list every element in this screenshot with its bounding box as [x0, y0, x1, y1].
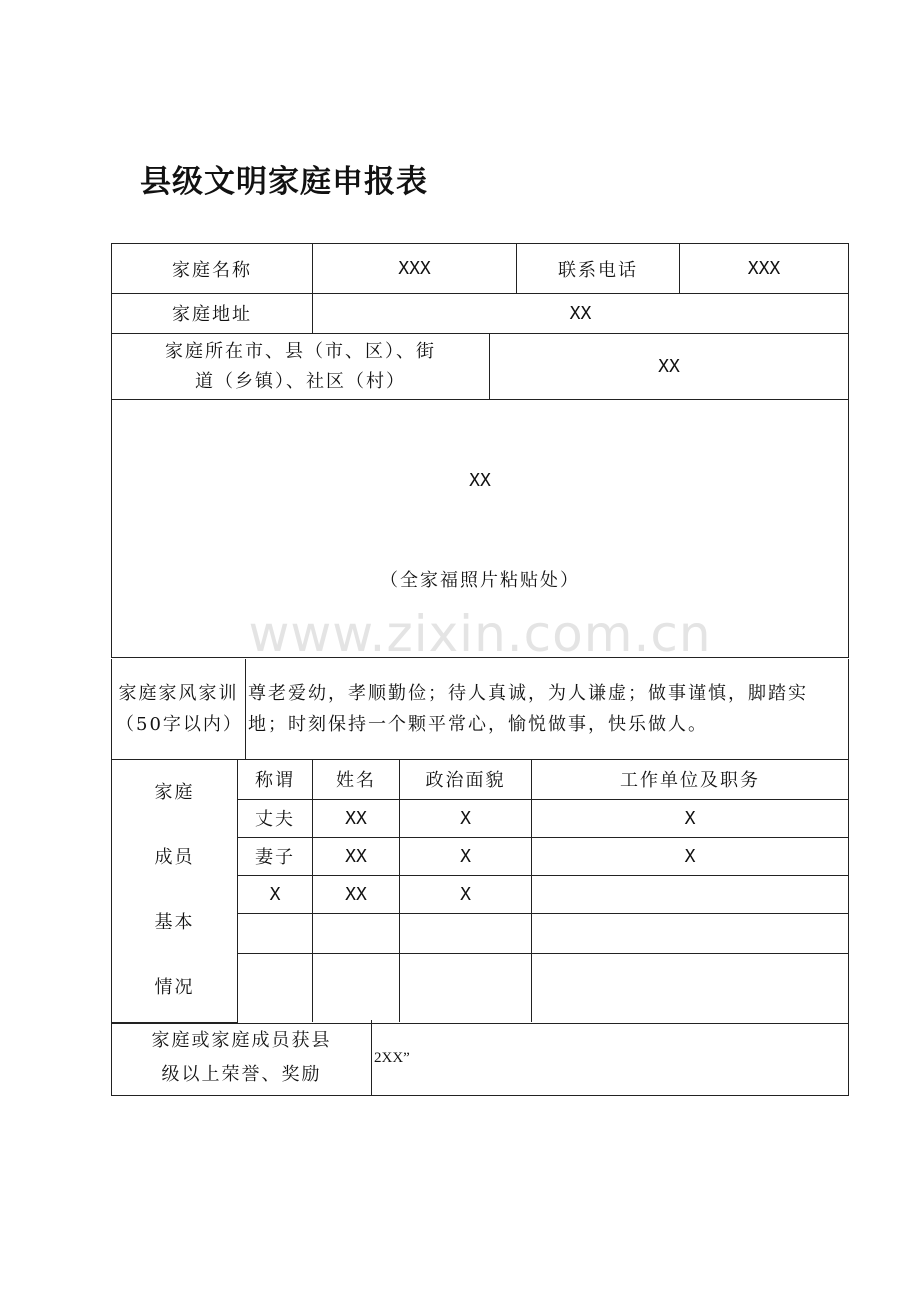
member-relation-cell[interactable] — [238, 913, 313, 953]
address-label: 家庭地址 — [112, 293, 313, 333]
address-field[interactable]: XX — [313, 293, 849, 333]
members-section — [111, 760, 849, 1024]
family-name-label: 家庭名称 — [112, 244, 313, 293]
phone-field[interactable]: XXX — [680, 244, 849, 293]
motto-section — [111, 659, 849, 760]
member-name-cell[interactable]: XX — [313, 875, 400, 913]
honors-section — [111, 1020, 849, 1096]
member-work-cell[interactable]: X — [532, 837, 849, 875]
location-section — [111, 334, 849, 400]
members-label-text: 家庭 成员 基本 情况 — [154, 782, 195, 999]
member-name-cell[interactable] — [313, 913, 400, 953]
honors-field[interactable]: 2XX” — [372, 1020, 849, 1095]
member-political-cell[interactable]: X — [400, 799, 532, 837]
member-name-cell[interactable]: XX — [313, 837, 400, 875]
photo-hint: （全家福照片粘贴处） — [380, 570, 580, 591]
watermark: www.zixin.com.cn — [248, 605, 712, 663]
member-work-cell[interactable] — [532, 953, 849, 1022]
location-field[interactable]: XX — [490, 334, 849, 399]
address-section — [111, 293, 849, 334]
location-label — [112, 334, 490, 399]
family-name-section — [111, 243, 849, 294]
member-relation-cell[interactable] — [238, 953, 313, 1022]
location-label-line2: 道（乡镇）、社区（村） — [195, 370, 406, 392]
family-name-field[interactable]: XXX — [313, 244, 517, 293]
family-photo-area[interactable] — [111, 400, 849, 663]
members-header-relation: 称谓 — [238, 760, 313, 799]
photo-value: XX — [469, 470, 491, 491]
honors-label — [112, 1020, 372, 1095]
location-label-line1: 家庭所在市、县（市、区）、街 — [165, 340, 436, 362]
member-political-cell[interactable]: X — [400, 837, 532, 875]
member-name-cell[interactable] — [313, 953, 400, 1022]
member-political-cell[interactable] — [400, 953, 532, 1022]
member-work-cell[interactable] — [532, 913, 849, 953]
motto-field[interactable]: 尊老爱幼，孝顺勤俭；待人真诚，为人谦虚；做事谨慎，脚踏实地；时刻保持一个颗平常心，愉悦做事，快乐做人。 — [246, 659, 849, 759]
members-label — [112, 760, 238, 1022]
members-header-political: 政治面貌 — [400, 760, 532, 799]
member-name-cell[interactable]: XX — [313, 799, 400, 837]
member-relation-cell[interactable]: 丈夫 — [238, 799, 313, 837]
members-header-work: 工作单位及职务 — [532, 760, 849, 799]
motto-label: 家庭家风家训（50字以内） — [112, 659, 246, 759]
member-relation-cell[interactable]: 妻子 — [238, 837, 313, 875]
member-work-cell[interactable]: X — [532, 799, 849, 837]
member-work-cell[interactable] — [532, 875, 849, 913]
honors-label-line2: 级以上荣誉、奖励 — [161, 1063, 322, 1085]
members-header-name: 姓名 — [313, 760, 400, 799]
honors-label-line1: 家庭或家庭成员获县 — [151, 1029, 332, 1051]
member-political-cell[interactable] — [400, 913, 532, 953]
member-political-cell[interactable]: X — [400, 875, 532, 913]
phone-label: 联系电话 — [517, 244, 680, 293]
page-title: 县级文明家庭申报表 — [140, 164, 428, 200]
member-relation-cell[interactable]: X — [238, 875, 313, 913]
